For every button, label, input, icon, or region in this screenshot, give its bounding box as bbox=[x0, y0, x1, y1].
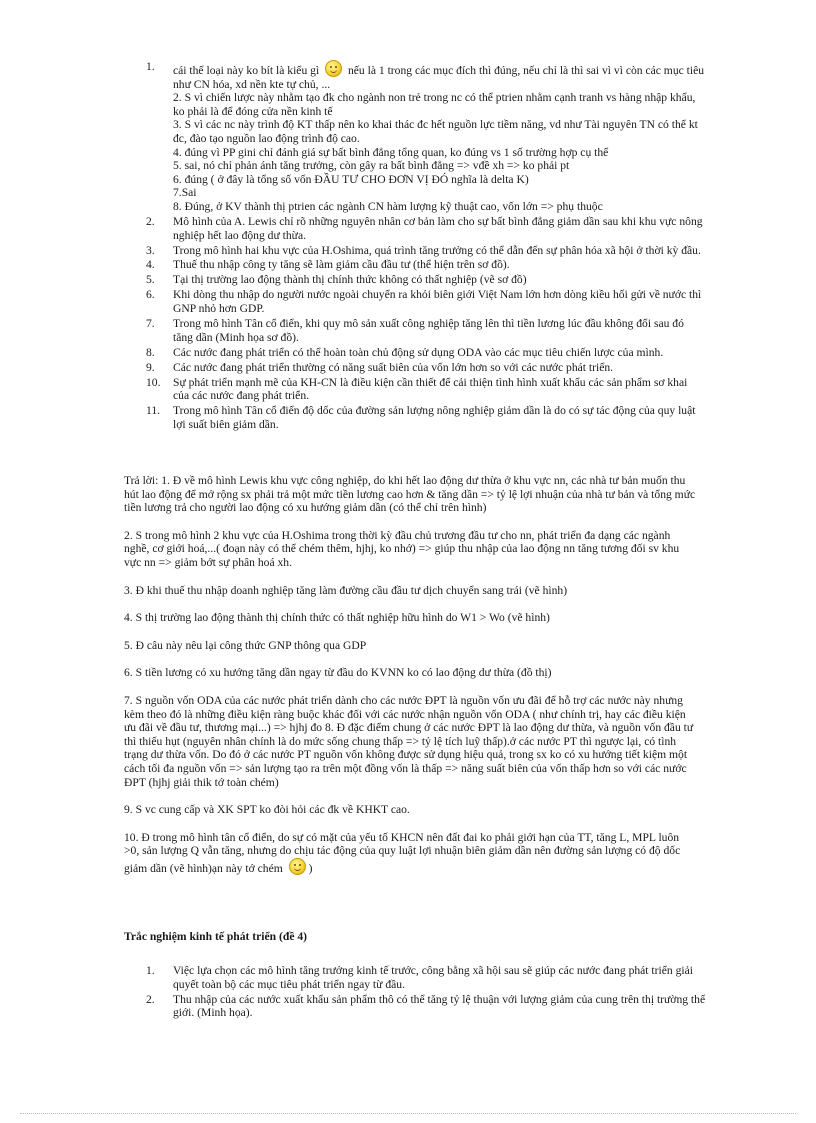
answer-paragraph: 9. S vc cung cấp và XK SPT ko đòi hỏi các đk về KHKT cao. bbox=[124, 803, 410, 817]
answer-paragraph: 10. Đ trong mô hình tân cổ điển, do sự có mặt của yếu tố KHCN nên đất đai ko phải giới hạn của TT, tăng L, MPL luôn >0, sản lượng Q vẫn tăng, nhưng do chịu tác động của quy luật lợi nhuận biên giảm dần nên đường sản lượng có độ dốc giảm dần (vẽ hình)ạn này tớ chém ) bbox=[124, 830, 681, 875]
answer-paragraph: Trả lời: 1. Đ về mô hình Lewis khu vực công nghiệp, do khi hết lao động dư thừa ở khu vực nn, các nhà tư bản muốn thu hút lao động để mở rộng sx phải trả một mức tiền lương cao hơn & tăng dần => tỷ lệ lợi nhuận của nhà tư bản và tổng mức tiền lương trả cho người lao động có xu hướng giảm dần (có thể chỉ trên hình) bbox=[124, 474, 696, 515]
item-number: 1. bbox=[146, 60, 155, 73]
item-number: 6. bbox=[146, 288, 155, 302]
list-item bbox=[146, 346, 706, 360]
item-number: 1. bbox=[146, 964, 155, 977]
list-item bbox=[146, 288, 706, 315]
item-text: Mô hình của A. Lewis chỉ rõ những nguyên nhân cơ bản làm cho sự bất bình đẳng giảm dần sau khi khu vực nông nghiệp hết lao động dư thừa. bbox=[173, 214, 703, 242]
answer-paragraph: 3. Đ khi thuế thu nhập doanh nghiệp tăng làm đường cầu đầu tư dịch chuyển sang trái (vẽ hình) bbox=[124, 583, 568, 597]
smiley-icon bbox=[325, 60, 342, 77]
list-item bbox=[146, 317, 706, 344]
question-list bbox=[146, 964, 706, 1021]
list-item bbox=[146, 964, 706, 991]
item-number: 2. bbox=[146, 992, 155, 1006]
answer-paragraph: 6. S tiền lương có xu hướng tăng dần ngay từ đầu do KVNN ko có lao động dư thừa (đồ thị) bbox=[124, 666, 552, 680]
item-number: 3. bbox=[146, 243, 155, 257]
item-text: Khi dòng thu nhập do người nước ngoài chuyển ra khỏi biên giới Việt Nam lớn hơn dòng kiều hối gửi về nước thì GNP nhỏ hơn GDP. bbox=[173, 288, 702, 316]
list-item bbox=[146, 60, 706, 214]
answer-line: 4. đúng vì PP gini chỉ đánh giá sự bất bình đẳng tổng quan, ko đúng vs 1 số trường hợp cụ thể bbox=[173, 145, 609, 159]
item-number: 7. bbox=[146, 317, 155, 331]
item-text: Tại thị trường lao động thành thị chính thức không có thất nghiệp (vẽ sơ đồ) bbox=[173, 273, 527, 287]
list-item bbox=[146, 993, 706, 1020]
answers-section bbox=[124, 474, 696, 889]
item-number: 11. bbox=[146, 404, 161, 418]
answer-line: 2. S vì chiến lược này nhằm tạo đk cho ngành non trẻ trong nc có thể ptrien nhằm cạnh tranh vs hàng nhập khẩu, ko phải là để đóng cửa nền kinh tế bbox=[173, 91, 696, 118]
item-text: Trong mô hình hai khu vực của H.Oshima, quá trình tăng trưởng có thể dẫn đến sự phân hóa xã hội ở thời kỳ đầu. bbox=[173, 243, 701, 257]
answer-paragraph: 4. S thị trường lao động thành thị chính thức có thất nghiệp hữu hình do W1 > Wo (vẽ hình) bbox=[124, 611, 550, 625]
item-number: 10. bbox=[146, 375, 161, 389]
answer-paragraph: 5. Đ câu này nêu lại công thức GNP thông qua GDP bbox=[124, 638, 367, 652]
answer-line: cái thể loại này ko bít là kiểu gì nếu là 1 trong các mục đích thì đúng, nếu chỉ là thì sai vì vì còn các mục tiêu như CN hóa, xd nền kte tự chủ, ... bbox=[173, 60, 706, 91]
item-text: Việc lựa chọn các mô hình tăng trưởng kinh tế trước, công bằng xã hội sau sẽ giúp các nước đang phát triển giải quyết toàn bộ các mục tiêu phát triển ngay từ đầu. bbox=[173, 964, 693, 991]
item-text: Sự phát triển mạnh mẽ của KH-CN là điều kiện cần thiết để cải thiện tình hình xuất khẩu các sản phẩm sơ khai của các nước đang phát triển. bbox=[173, 375, 688, 403]
answer-line: 7.Sai bbox=[173, 186, 197, 200]
list-item bbox=[146, 258, 706, 272]
section-heading: Trắc nghiệm kinh tế phát triển (đề 4) bbox=[124, 930, 308, 943]
item-text: Các nước đang phát triển có thể hoàn toàn chủ động sử dụng ODA vào các mục tiêu chiến lược của mình. bbox=[173, 345, 664, 359]
answer-line: 3. S vì các nc này trình độ KT thấp nên ko khai thác đc hết nguồn lực tiềm năng, vd như Tài nguyên TN có thể kt đc, đào tạo nguồn lao động trình độ cao. bbox=[173, 118, 698, 145]
answer-line: 8. Đúng, ở KV thành thị ptrien các ngành CN hàm lượng kỹ thuật cao, vốn lớn => phụ thuộc bbox=[173, 199, 603, 213]
page-bottom-divider bbox=[20, 1113, 796, 1114]
smiley-icon bbox=[289, 858, 306, 875]
answer-paragraph: 7. S nguồn vốn ODA của các nước phát triển dành cho các nước ĐPT là nguồn vốn ưu đãi để hỗ trợ các nước này nhưng kèm theo đó là những điều kiện ràng buộc khác đối với các nước nhận nguồn vốn ODA ( như chính trị, hay các điều kiện ưu đãi về đầu tư, thương mại...) => hjhj đo 8. Đ đặc điểm chung ở các nước ĐPT là lao động dư thừa, và nguồn vốn đầu tư thì thiếu hụt (nguyên nhân chính là do mức sống chung thấp => tỷ lệ tích luỹ thấp).ở các nước PT thì ngược lại, có tình trạng dư thừa vốn. Do đó ở các nước PT nguồn vốn không được sử dụng hiệu quả, trong sx ko có xu hướng tiết kiệm một cách tối đa nguồn vốn => sản lượng tạo ra trên một đồng vốn là thấp => năng suất biên của vốn thấp hơn so với các nước ĐPT (hjhj giải thik tớ toàn chém) bbox=[124, 693, 694, 789]
answer-line: 6. đúng ( ở đây là tổng số vốn ĐẦU TƯ CHO ĐƠN VỊ ĐÓ nghĩa là delta K) bbox=[173, 172, 529, 186]
list-item bbox=[146, 244, 706, 258]
item-text: Trong mô hình Tân cổ điển độ dốc của đường sản lượng nông nghiệp giảm dần là do có sự tác động của quy luật lợi suất biên giảm dần. bbox=[173, 404, 696, 431]
answer-paragraph: 2. S trong mô hình 2 khu vực của H.Oshima trong thời kỳ đầu chủ trương đầu tư cho nn, phát triển đa dạng các ngành nghề, cơ giới hoá,...( đoạn này có thể chém thêm, hjhj, ko nhớ) => giúp thu nhập của lao động nn tăng tương đối sv khu vực nn => giảm bớt sự phân hoá xh. bbox=[124, 528, 680, 569]
list-item bbox=[146, 376, 706, 403]
answer-line: 5. sai, nó chỉ phản ánh tăng trưởng, còn gây ra bất bình đẳng => vđề xh => ko phải pt bbox=[173, 159, 570, 173]
item-number: 4. bbox=[146, 258, 155, 272]
item-text: Thu nhập của các nước xuất khẩu sản phẩm thô có thể tăng tỷ lệ thuận với lượng giảm của cung trên thị trường thế giới. (Minh họa). bbox=[173, 992, 706, 1020]
item-number: 2. bbox=[146, 214, 155, 228]
list-item bbox=[146, 361, 706, 375]
item-text: Thuế thu nhập công ty tăng sẽ làm giảm cầu đầu tư (thể hiện trên sơ đồ). bbox=[173, 258, 510, 272]
true-false-list bbox=[146, 60, 706, 433]
item-number: 5. bbox=[146, 273, 155, 287]
list-item bbox=[146, 215, 706, 242]
item-text: Các nước đang phát triển thường có năng suất biên của vốn lớn hơn so với các nước phát triển. bbox=[173, 360, 614, 374]
item-number: 8. bbox=[146, 345, 155, 359]
item-number: 9. bbox=[146, 360, 155, 374]
list-item bbox=[146, 273, 706, 287]
list-item bbox=[146, 404, 706, 431]
item-text: Trong mô hình Tân cổ điển, khi quy mô sản xuất công nghiệp tăng lên thì tiền lương lúc đầu không đổi sau đó tăng dần (Minh họa sơ đồ). bbox=[173, 317, 684, 344]
